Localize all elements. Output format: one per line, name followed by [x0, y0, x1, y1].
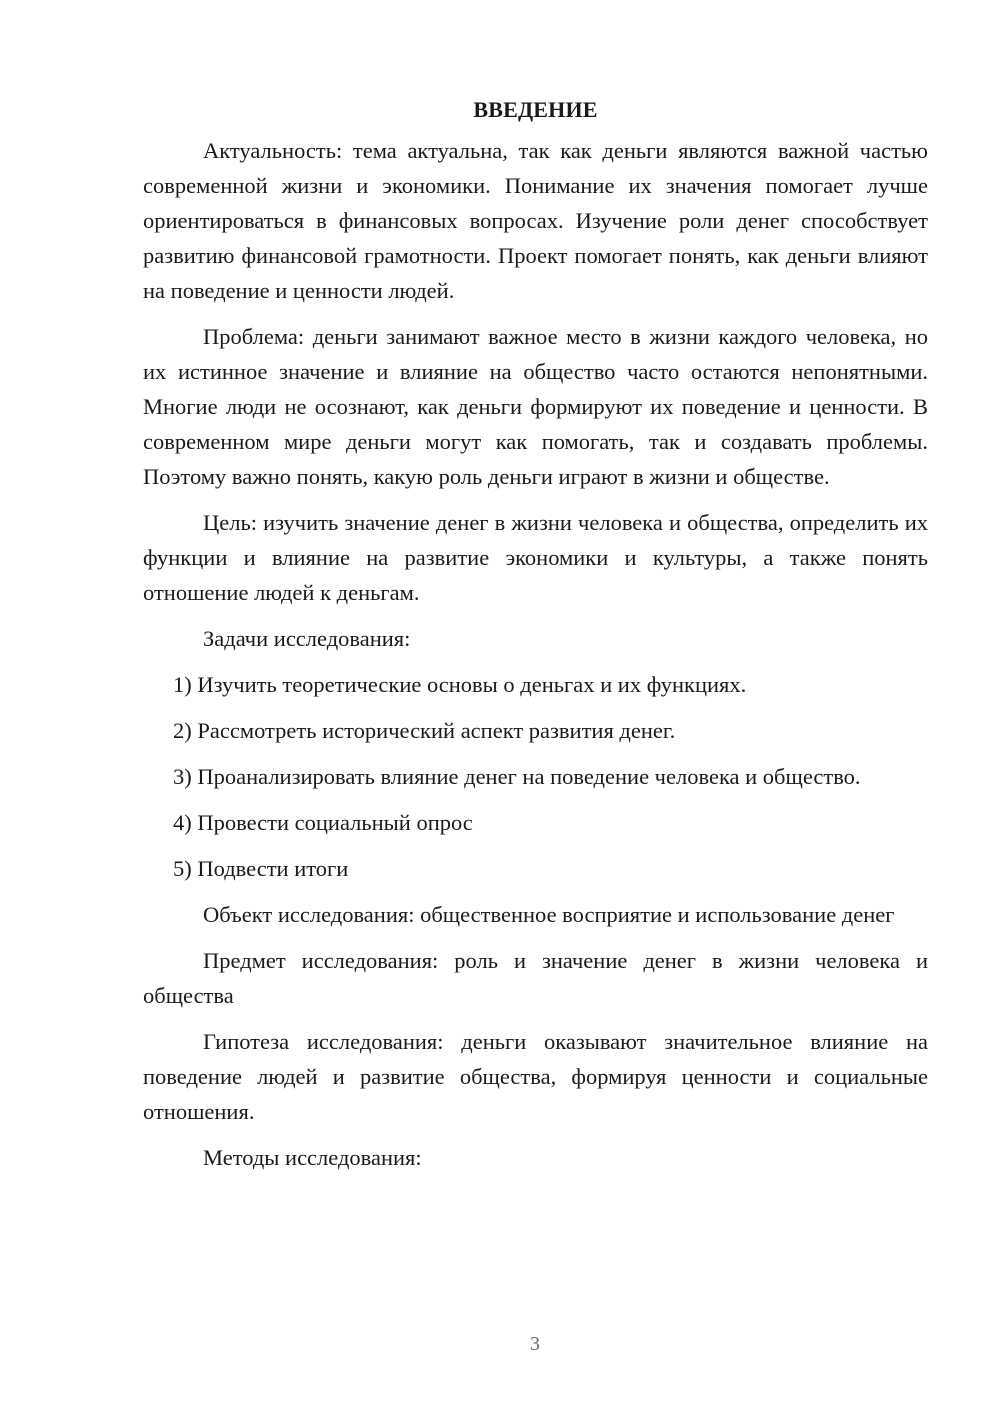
- task-item: 4) Провести социальный опрос: [173, 810, 473, 835]
- task-item: 3) Проанализировать влияние денег на поведение человека и общество.: [173, 764, 861, 789]
- task-item: 2) Рассмотреть исторический аспект развития денег.: [173, 718, 676, 743]
- paragraph-methods-heading: Методы исследования:: [203, 1145, 422, 1170]
- paragraph-hypothesis: Гипотеза исследования: деньги оказывают значительное влияние на поведение людей и развитие общества, формируя ценности и социальные отношения.: [143, 1029, 928, 1124]
- paragraph-relevance: Актуальность: тема актуальна, так как деньги являются важной частью современной жизни и экономики. Понимание их значения помогает лучше ориентироваться в финансовых вопросах. Изучение роли денег способствует развитию финансовой грамотности. Проект помогает понять, как деньги влияют на поведение и ценности людей.: [143, 138, 928, 303]
- paragraph-goal: Цель: изучить значение денег в жизни человека и общества, определить их функции и влияние на развитие экономики и культуры, а также понять отношение людей к деньгам.: [143, 510, 928, 605]
- page-content: [143, 92, 928, 1186]
- task-item: 1) Изучить теоретические основы о деньгах и их функциях.: [173, 672, 747, 697]
- section-title: ВВЕДЕНИЕ: [473, 97, 598, 122]
- task-item: 5) Подвести итоги: [173, 856, 349, 881]
- page-number: 3: [530, 1333, 540, 1355]
- paragraph-subject: Предмет исследования: роль и значение денег в жизни человека и общества: [143, 948, 928, 1008]
- paragraph-object: Объект исследования: общественное восприятие и использование денег: [203, 902, 895, 927]
- paragraph-tasks-heading: Задачи исследования:: [203, 626, 411, 651]
- paragraph-problem: Проблема: деньги занимают важное место в жизни каждого человека, но их истинное значение и влияние на общество часто остаются непонятными. Многие люди не осознают, как деньги формируют их поведение и ценности. В современном мире деньги могут как помогать, так и создавать проблемы. Поэтому важно понять, какую роль деньги играют в жизни и обществе.: [143, 324, 928, 489]
